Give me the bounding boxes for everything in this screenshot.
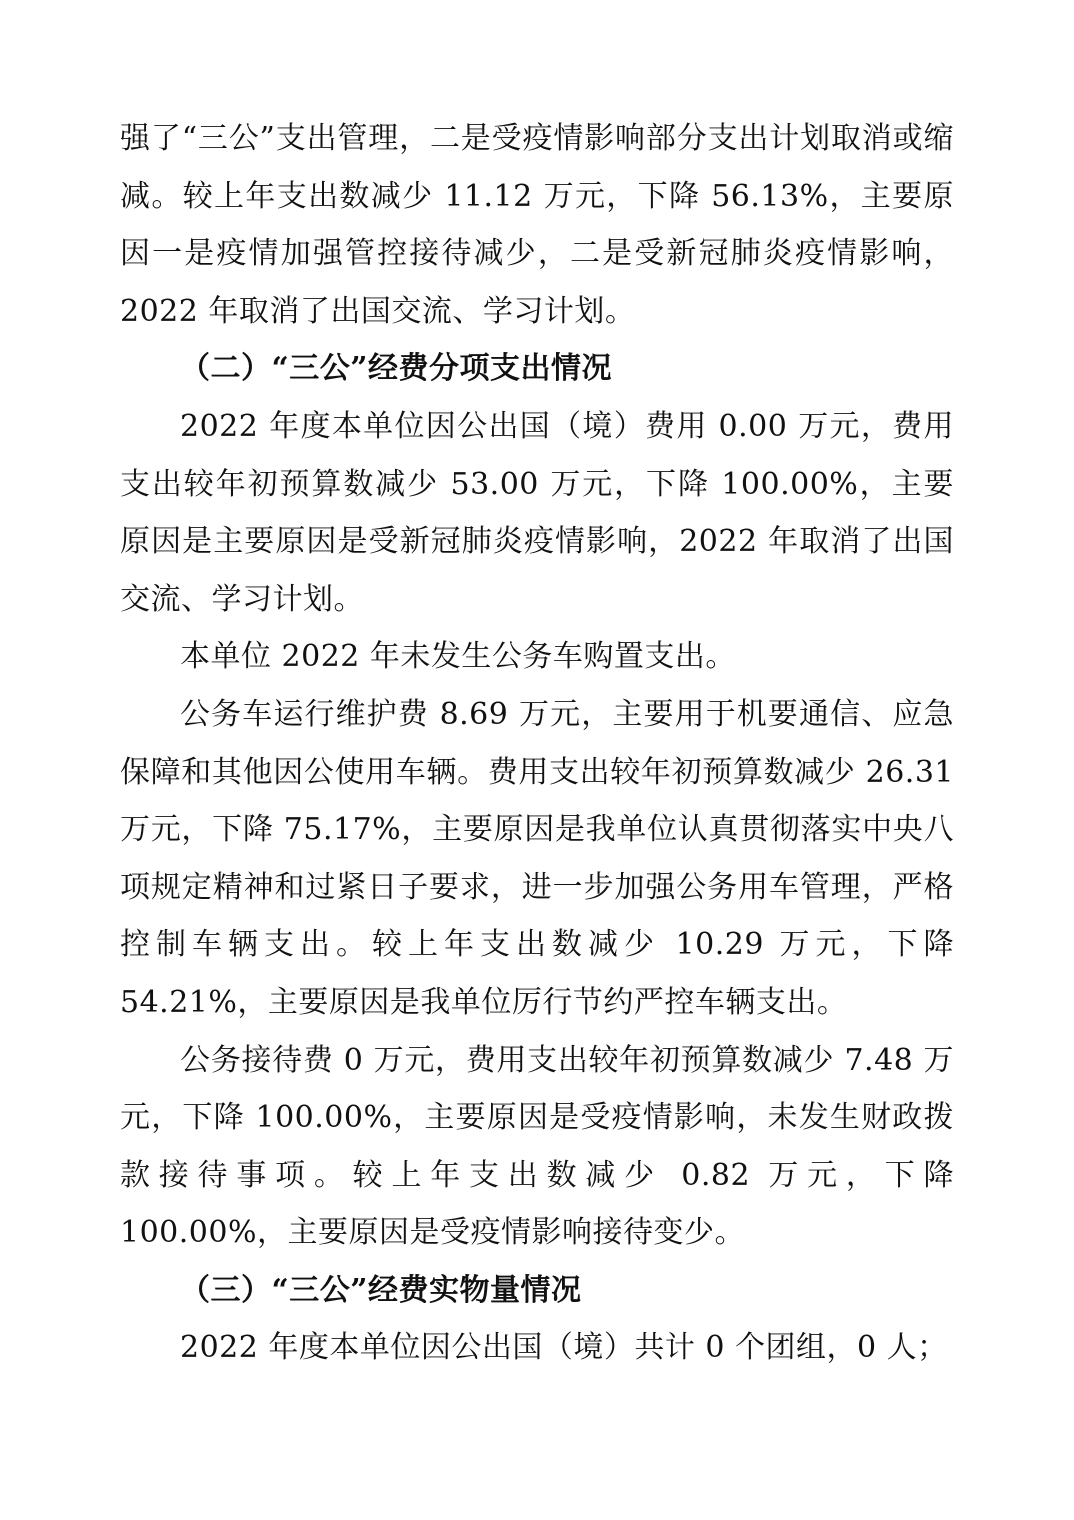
paragraph-vehicle-maintenance: 公务车运行维护费 8.69 万元，主要用于机要通信、应急保障和其他因公使用车辆。费用支出较年初预算数减少 26.31 万元，下降 75.17%，主要原因是我单位认真贯彻落实中央八项规定精神和过紧日子要求，进一步加强公务用车管理，严格控制车辆支出。较上年支出数减少 10.29 万元，下降 54.21%，主要原因是我单位厉行节约严控车辆支出。 (120, 696, 954, 1020)
paragraph-continued: 强了“三公”支出管理，二是受疫情影响部分支出计划取消或缩减。较上年支出数减少 11.12 万元，下降 56.13%，主要原因一是疫情加强管控接待减少，二是受新冠肺炎疫情影响，2022 年取消了出国交流、学习计划。 (120, 121, 954, 329)
paragraph-overseas-expense: 2022 年度本单位因公出国（境）费用 0.00 万元，费用支出较年初预算数减少 53.00 万元，下降 100.00%，主要原因是主要原因是受新冠肺炎疫情影响，2022 年取消了出国交流、学习计划。 (120, 408, 954, 617)
paragraph-physical-quantity: 2022 年度本单位因公出国（境）共计 0 个团组，0 人； (180, 1330, 948, 1366)
section-heading-3: （三）“三公”经费实物量情况 (180, 1272, 582, 1308)
section-heading-2: （二）“三公”经费分项支出情况 (180, 351, 613, 387)
document-body (120, 110, 954, 1377)
paragraph-vehicle-purchase: 本单位 2022 年未发生公务车购置支出。 (180, 639, 736, 675)
paragraph-official-reception: 公务接待费 0 万元，费用支出较年初预算数减少 7.48 万元，下降 100.00%，主要原因是受疫情影响，未发生财政拨款接待事项。较上年支出数减少 0.82 万元，下降 100.00%，主要原因是受疫情影响接待变少。 (120, 1042, 954, 1251)
